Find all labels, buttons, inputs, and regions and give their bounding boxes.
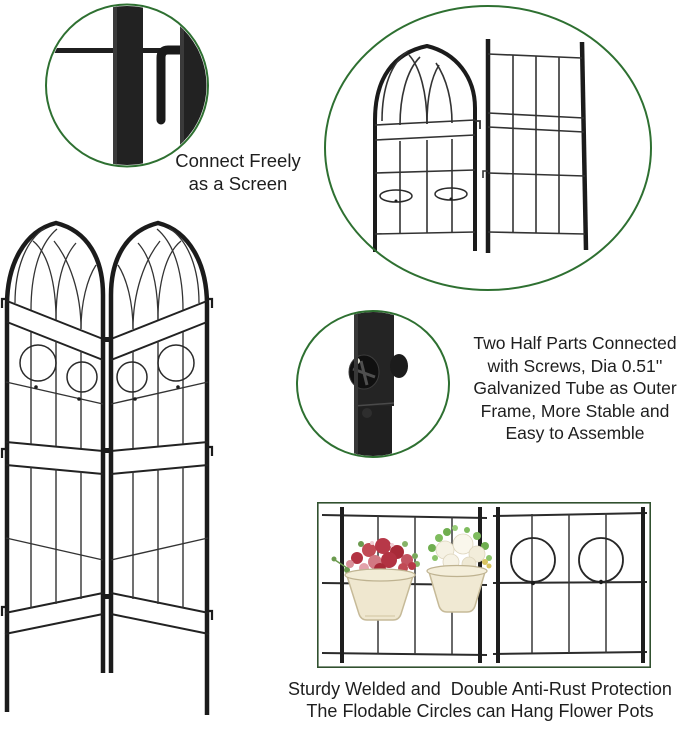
screw-detail-photo (295, 309, 451, 461)
bottom-caption-line2: The Flodable Circles can Hang Flower Pots (306, 700, 654, 721)
weld-dot (531, 581, 535, 585)
screw-caption-line1: Two Half Parts Connected (473, 333, 677, 353)
connector-detail-photo (43, 2, 211, 169)
hanging-pots-photo (317, 502, 651, 668)
bottom-caption (270, 679, 679, 722)
bottom-caption-line1: Sturdy Welded and Double Anti-Rust Protection (288, 679, 672, 699)
tube-highlight (113, 2, 117, 169)
connector-caption-line2: as a Screen (188, 173, 288, 194)
weld-dot (450, 198, 453, 201)
trellis-main-photo (0, 215, 215, 720)
pot-rim (345, 569, 415, 581)
connector-caption (150, 149, 326, 195)
screw-caption-line3: Galvanized Tube as Outer (473, 378, 677, 398)
pot-rim (427, 566, 487, 577)
arched-panel-front (375, 46, 475, 252)
foldable-circles (20, 345, 194, 392)
grid-wires (6, 332, 208, 608)
screw-caption-line2: with Screws, Dia 0.51'' (487, 355, 663, 376)
connected-panels-photo (323, 3, 653, 293)
tube-left (113, 2, 143, 169)
screw-caption-line5: Easy to Assemble (505, 423, 645, 443)
panel-frames (7, 223, 207, 715)
arch-tracery (15, 228, 199, 329)
folded-circle-shelves (380, 188, 467, 202)
screw-caption-line4: Frame, More Stable and (480, 400, 670, 421)
seam-bump (362, 408, 372, 418)
tube-highlight (354, 309, 358, 461)
grid-panel-angled (483, 39, 586, 253)
weld-dot (395, 200, 398, 203)
connector-caption-line1: Connect Freely (175, 150, 301, 171)
side-hooks (2, 299, 212, 620)
cross-bands (5, 301, 209, 634)
tube-lower (356, 406, 392, 461)
hook-connector (161, 50, 181, 120)
screw-caption (458, 332, 679, 445)
weld-dot (599, 580, 603, 584)
screw-nub (390, 354, 408, 378)
arched-panel-grid (375, 51, 480, 234)
